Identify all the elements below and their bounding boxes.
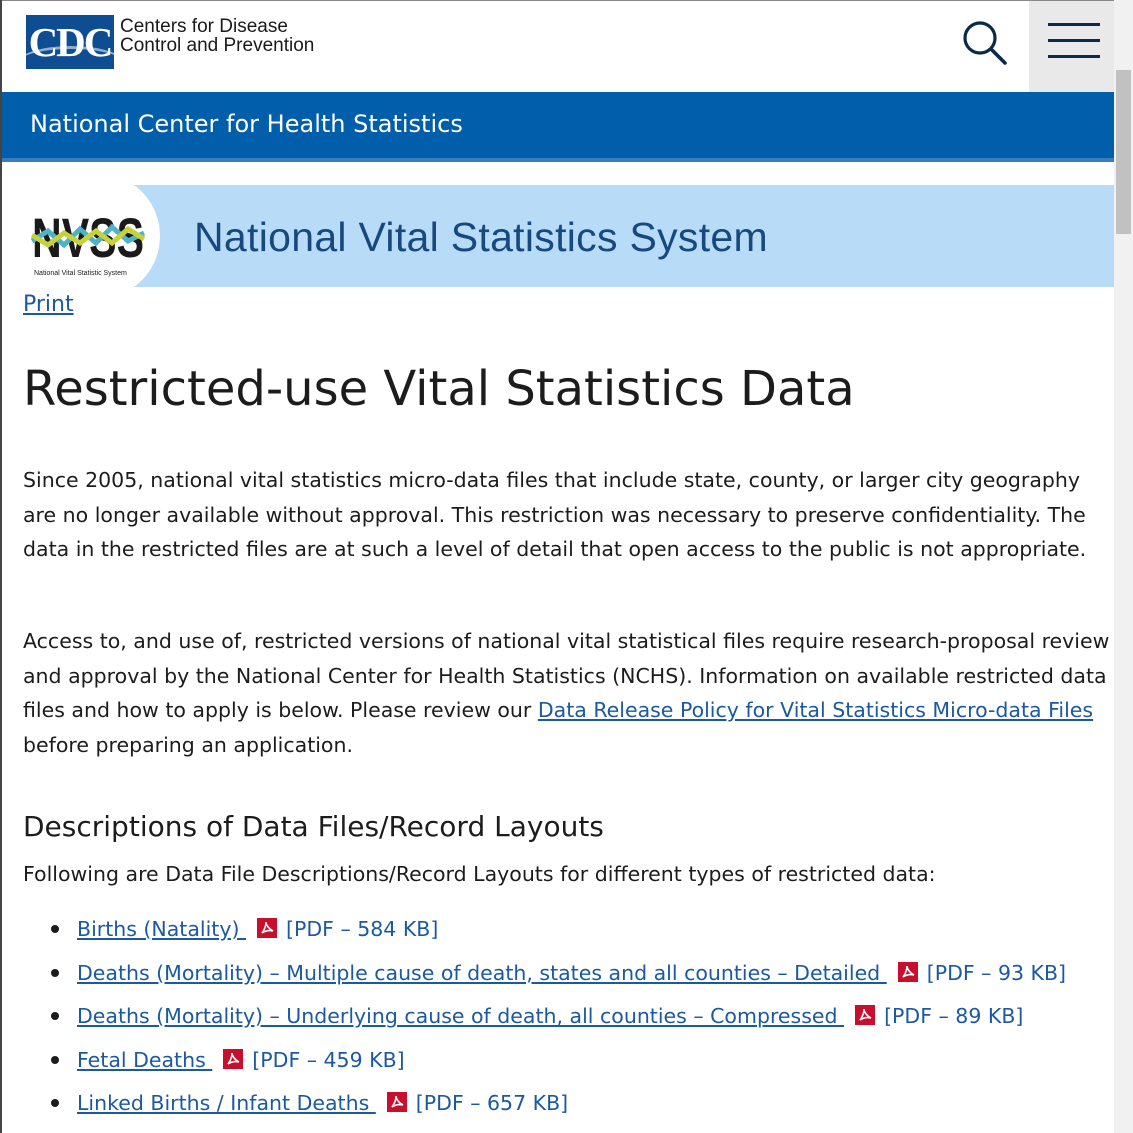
- file-link-births[interactable]: Births (Natality): [77, 917, 246, 941]
- menu-icon-bar-top: [1048, 23, 1100, 26]
- access-paragraph-tail: before preparing an application.: [23, 732, 353, 757]
- file-size: [PDF – 89 KB]: [884, 1004, 1024, 1028]
- page-title: Restricted-use Vital Statistics Data: [23, 361, 855, 417]
- cdc-logo: [26, 15, 114, 69]
- bullet: [51, 1056, 59, 1064]
- bullet: [51, 969, 59, 977]
- nvss-banner: [22, 185, 1114, 287]
- print-link[interactable]: Print: [23, 292, 74, 317]
- menu-icon-bar-middle: [1048, 39, 1100, 42]
- list-item: [23, 912, 1066, 956]
- bullet: [51, 1099, 59, 1107]
- pdf-icon: [386, 1091, 408, 1113]
- file-size: [PDF – 93 KB]: [926, 960, 1067, 985]
- file-size: [PDF – 657 KB]: [415, 1091, 569, 1115]
- data-file-list: [23, 912, 1066, 1130]
- site-title-link[interactable]: National Center for Health Statistics: [30, 110, 463, 138]
- svg-text:National Vital Statistic Syste: National Vital Statistic System: [34, 270, 127, 277]
- site-title-bar: [2, 92, 1114, 162]
- file-size: [PDF – 584 KB]: [286, 917, 439, 941]
- agency-name: [120, 15, 314, 55]
- pdf-icon: [897, 961, 919, 983]
- data-release-policy-link[interactable]: Data Release Policy for Vital Statistics Micro-data Files: [537, 698, 1094, 722]
- list-item: [23, 999, 1066, 1043]
- search-icon: [960, 18, 1008, 66]
- bullet: [51, 1012, 59, 1020]
- agency-name-line1: Centers for Disease: [120, 16, 288, 37]
- file-link-fetal-deaths[interactable]: Fetal Deaths: [77, 1047, 213, 1072]
- list-item: [23, 1086, 1066, 1130]
- svg-text:NVSS: NVSS: [32, 206, 144, 269]
- scrollbar-thumb[interactable]: [1116, 70, 1131, 234]
- agency-name-line2: Control and Prevention: [120, 35, 315, 56]
- window-left-edge: [0, 0, 2, 1133]
- file-link-deaths-detailed[interactable]: Deaths (Mortality) – Multiple cause of death, states and all counties – Detailed: [77, 960, 887, 985]
- pdf-icon: [256, 917, 278, 939]
- file-link-deaths-compressed[interactable]: Deaths (Mortality) – Underlying cause of death, all counties – Compressed: [77, 1004, 845, 1028]
- menu-button[interactable]: [1029, 1, 1114, 92]
- list-item: [23, 1043, 1066, 1087]
- site-header: [2, 1, 1114, 92]
- access-paragraph-text: Access to, and use of, restricted versions of national vital statistical files require research-proposal review and approval by the National Center for Health Statistics (NCHS). Information on available restricted data files and how to apply is below. Please review our: [23, 629, 1110, 722]
- banner-title: National Vital Statistics System: [194, 214, 768, 260]
- file-link-linked-births[interactable]: Linked Births / Infant Deaths: [77, 1091, 376, 1115]
- section-heading: Descriptions of Data Files/Record Layouts: [23, 810, 604, 843]
- pdf-icon: [854, 1004, 876, 1026]
- pdf-icon: [222, 1048, 244, 1070]
- access-paragraph: [23, 624, 1113, 762]
- menu-icon-bar-bottom: [1048, 55, 1100, 58]
- cdc-logo-link[interactable]: [26, 15, 314, 69]
- list-item: [23, 956, 1066, 1000]
- search-button[interactable]: [960, 18, 1008, 66]
- cdc-logo-text: CDC: [28, 19, 112, 65]
- section-intro: Following are Data File Descriptions/Record Layouts for different types of restricted data:: [23, 862, 936, 886]
- nvss-logo-icon: [30, 193, 150, 283]
- bullet: [51, 925, 59, 933]
- file-size: [PDF – 459 KB]: [252, 1047, 405, 1072]
- intro-paragraph: Since 2005, national vital statistics micro-data files that include state, county, or larger city geography are no longer available without approval. This restriction was necessary to preserve confidentiality. The data in the restricted files are at such a level of detail that open access to the public is not appropriate.: [23, 468, 1087, 561]
